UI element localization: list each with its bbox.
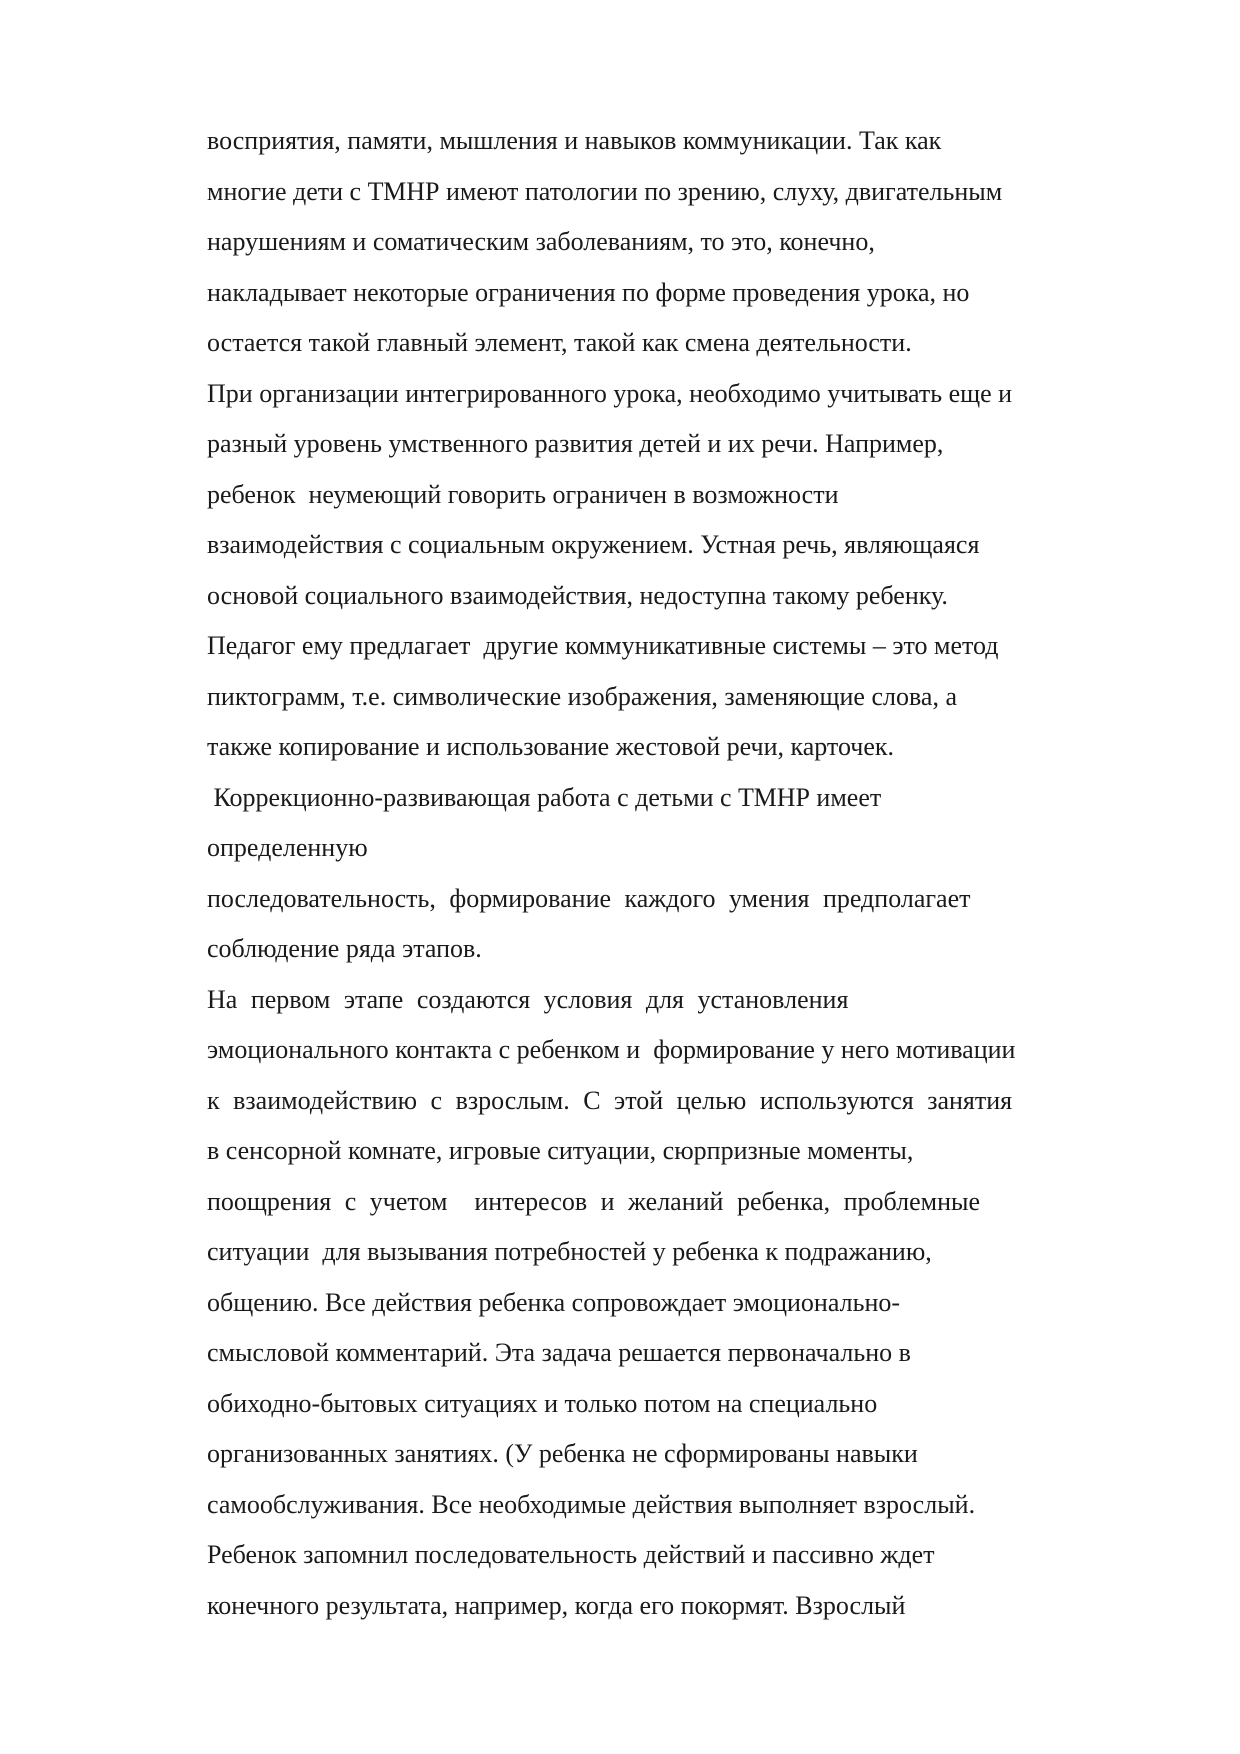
text-line: Ребенок запомнил последовательность действий и пассивно ждет xyxy=(207,1540,935,1569)
text-line: пиктограмм, т.е. символические изображения, заменяющие слова, а xyxy=(207,681,957,711)
text-line: организованных занятиях. (У ребенка не сформированы навыки xyxy=(207,1439,918,1468)
text-line: смысловой комментарий. Эта задача решается первоначально в xyxy=(207,1338,911,1367)
text-line: взаимодействия с социальным окружением. Устная речь, являющаяся xyxy=(207,530,980,559)
text-line: обиходно-бытовых ситуациях и только потом на специально xyxy=(207,1388,878,1418)
text-line: соблюдение ряда этапов. xyxy=(207,934,482,963)
text-line: основой социального взаимодействия, недоступна такому ребенку. xyxy=(207,580,948,610)
text-line: последовательность, формирование каждого умения предполагает xyxy=(207,883,971,913)
text-line: накладывает некоторые ограничения по форме проведения урока, но xyxy=(207,277,970,307)
text-line: При организации интегрированного урока, необходимо учитывать еще и xyxy=(207,378,1013,408)
text-line: Педагог ему предлагает другие коммуникативные системы – это метод xyxy=(207,631,999,660)
text-line: общению. Все действия ребенка сопровождает эмоционально- xyxy=(207,1287,901,1317)
text-line: На первом этапе создаются условия для установления xyxy=(207,984,849,1014)
text-line: в сенсорной комнате, игровые ситуации, сюрпризные моменты, xyxy=(207,1136,914,1165)
text-line: к взаимодействию с взрослым. С этой целью используются занятия xyxy=(207,1085,1013,1115)
text-line: многие дети с ТМНР имеют патологии по зрению, слуху, двигательным xyxy=(207,176,1003,206)
text-line: остается такой главный элемент, такой как смена деятельности. xyxy=(207,328,912,357)
text-line: ребенок неумеющий говорить ограничен в возможности xyxy=(207,479,839,509)
text-line: нарушениям и соматическим заболеваниям, то это, конечно, xyxy=(207,227,875,256)
text-line: разный уровень умственного развития детей и их речи. Например, xyxy=(207,429,944,458)
text-line: поощрения с учетом интересов и желаний ребенка, проблемные xyxy=(207,1186,981,1216)
text-line: Коррекционно-развивающая работа с детьми с ТМНР имеет xyxy=(207,782,882,812)
text-line: самообслуживания. Все необходимые действия выполняет взрослый. xyxy=(207,1489,976,1519)
text-line: восприятия, памяти, мышления и навыков коммуникации. Так как xyxy=(207,126,942,155)
text-line: эмоционального контакта с ребенком и формирование у него мотивации xyxy=(207,1035,1016,1064)
text-line: также копирование и использование жестовой речи, карточек. xyxy=(207,732,895,761)
text-line: определенную xyxy=(207,833,368,862)
text-line: ситуации для вызывания потребностей у ребенка к подражанию, xyxy=(207,1237,932,1266)
text-line: конечного результата, например, когда его покормят. Взрослый xyxy=(207,1590,906,1620)
body-text xyxy=(207,116,1137,1631)
